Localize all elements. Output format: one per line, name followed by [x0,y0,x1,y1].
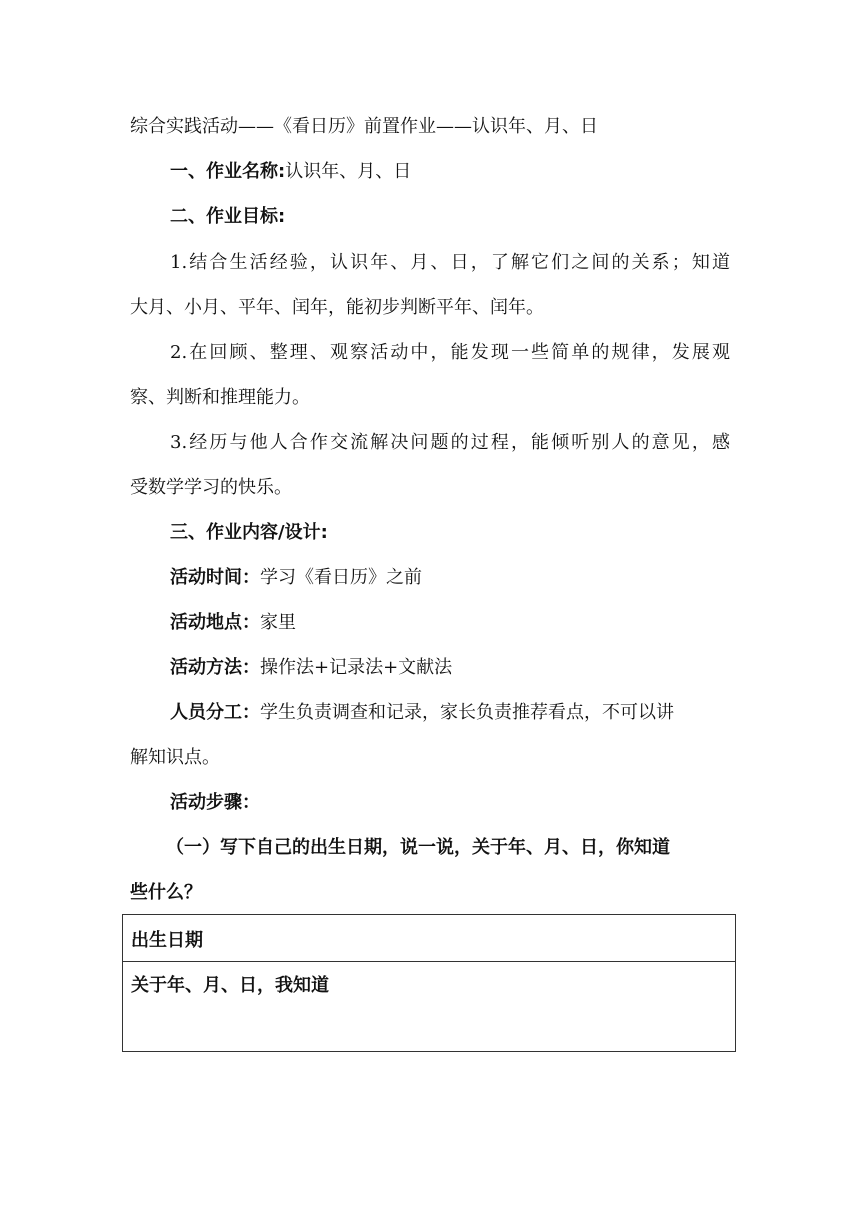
section-2-label: 二、作业目标: [170,206,286,227]
step-1-line-a: （一）写下自己的出生日期，说一说，关于年、月、日，你知道 [166,837,670,858]
activity-method-value: 操作法+记录法+文献法 [260,657,453,678]
knowledge-label: 关于年、月、日，我知道 [131,975,329,996]
document-title: 综合实践活动——《看日历》前置作业——认识年、月、日 [130,116,598,137]
activity-staff [170,703,790,723]
activity-time-value: 学习《看日历》之前 [260,567,422,588]
birthdate-label: 出生日期 [131,930,203,951]
activity-steps-label: 活动步骤： [170,792,260,813]
activity-place-value: 家里 [260,612,296,633]
activity-method-label: 活动方法： [170,657,260,678]
goal-2-line-a: 2.在回顾、整理、观察活动中，能发现一些简单的规律，发展观 [170,342,730,363]
section-3-label: 三、作业内容/设计: [170,522,328,543]
section-1-value: 认识年、月、日 [285,161,412,182]
activity-staff-label: 人员分工： [170,702,260,723]
section-1-label: 一、作业名称: [170,161,286,182]
activity-time-label: 活动时间： [170,567,260,588]
activity-place-label: 活动地点： [170,612,260,633]
activity-method [170,658,790,678]
activity-time [170,568,790,588]
table-row-knowledge[interactable] [123,962,735,1051]
step-1-line-b: 些什么？ [130,882,202,903]
goal-3-line-b: 受数学学习的快乐。 [130,477,292,498]
goal-3-line-a: 3.经历与他人合作交流解决问题的过程，能倾听别人的意见，感 [170,432,730,453]
activity-place [170,613,790,633]
activity-staff-value: 学生负责调查和记录，家长负责推荐看点，不可以讲 [260,702,674,723]
activity-staff-line-b: 解知识点。 [130,747,220,768]
table-row-birthdate[interactable] [123,915,735,962]
section-1 [170,162,790,182]
goal-1-line-b: 大月、小月、平年、闰年，能初步判断平年、闰年。 [130,297,544,318]
answer-table [122,914,736,1052]
goal-1-line-a: 1.结合生活经验，认识年、月、日，了解它们之间的关系；知道 [170,252,730,273]
goal-2-line-b: 察、判断和推理能力。 [130,387,310,408]
